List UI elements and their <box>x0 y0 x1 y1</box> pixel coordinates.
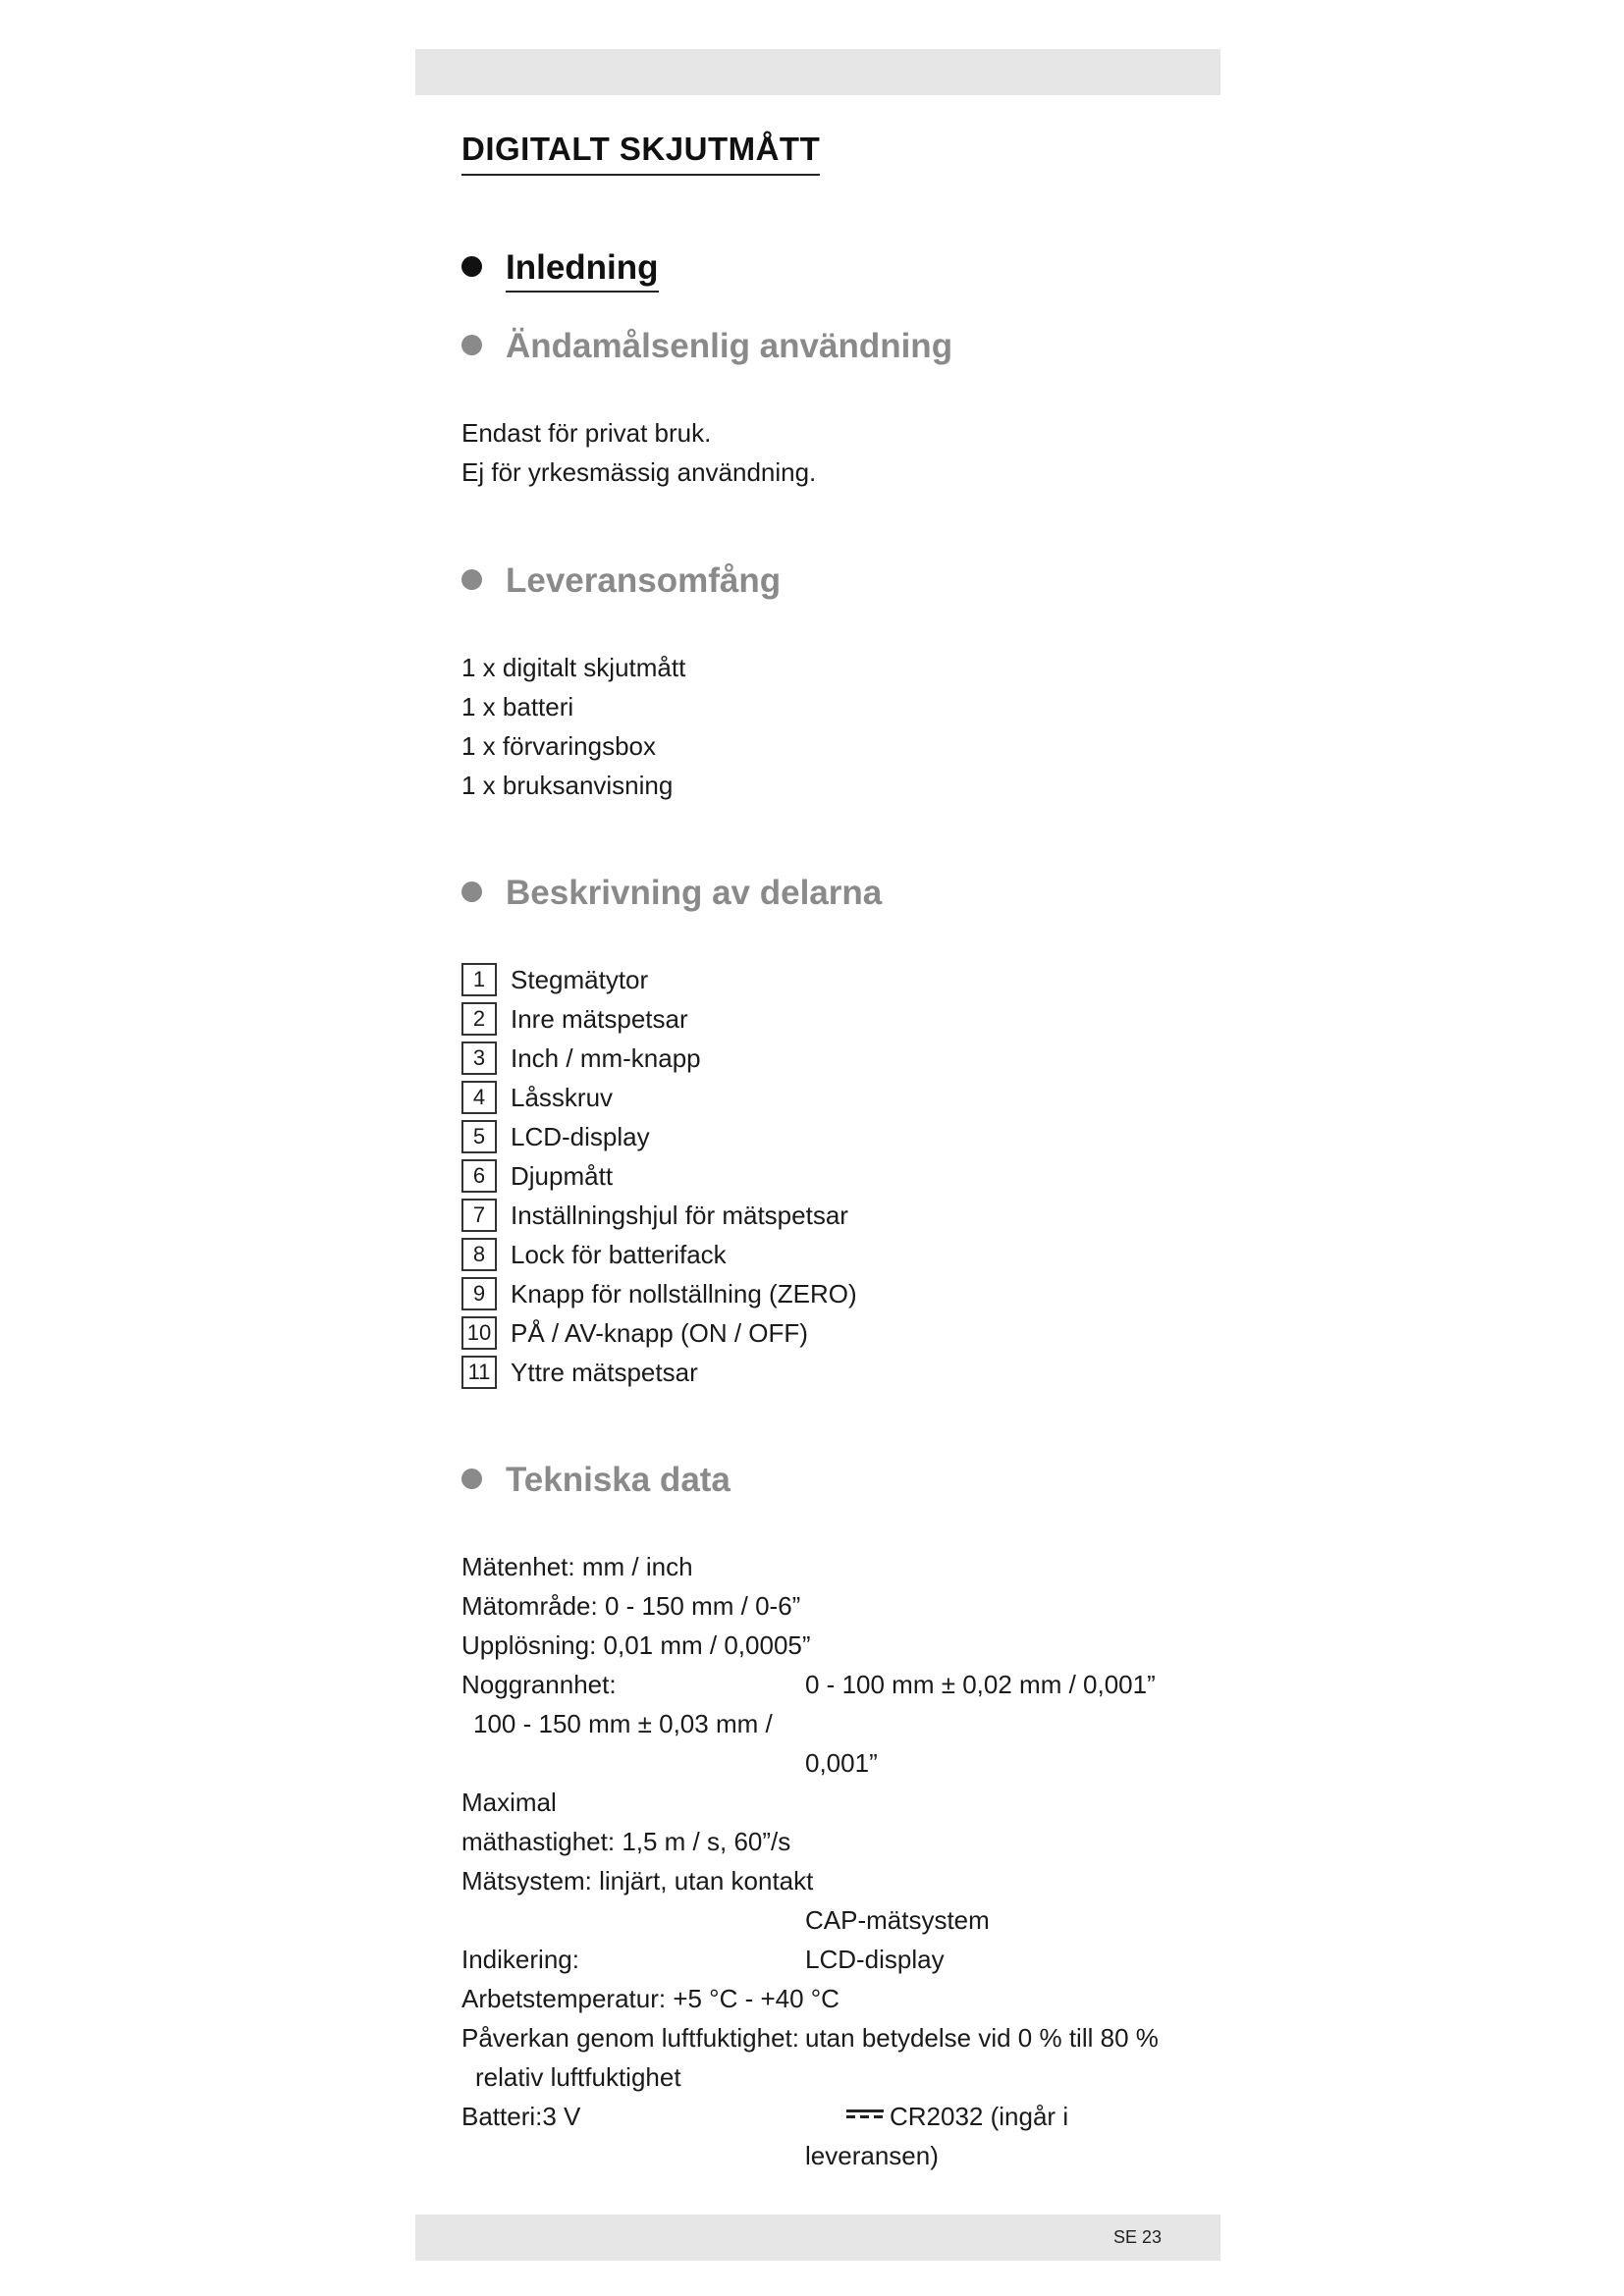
part-item <box>461 1235 857 1274</box>
part-number: 9 <box>461 1277 497 1310</box>
part-label: PÅ / AV-knapp (ON / OFF) <box>511 1317 808 1348</box>
tech-battery-value-wrap <box>846 2097 1068 2136</box>
intended-use-text <box>461 413 816 492</box>
part-item <box>461 999 857 1039</box>
part-label: LCD-display <box>511 1121 650 1151</box>
tech-display <box>461 1940 1208 1979</box>
heading-parts: Beskrivning av delarna <box>461 874 882 913</box>
heading-tech: Tekniska data <box>461 1461 731 1500</box>
heading-intro: Inledning <box>461 248 659 288</box>
part-label: Inre mätspetsar <box>511 1003 688 1034</box>
dc-current-icon <box>846 2109 884 2119</box>
part-item <box>461 1313 857 1353</box>
part-number: 7 <box>461 1199 497 1232</box>
tech-system-row2 <box>461 1900 1208 1940</box>
list-item: 1 x förvaringsbox <box>461 731 656 761</box>
heading-scope: Leveransomfång <box>461 561 781 601</box>
part-number: 8 <box>461 1238 497 1271</box>
header-bar <box>415 49 1220 95</box>
part-number: 2 <box>461 1002 497 1036</box>
part-label: Låsskruv <box>511 1082 614 1112</box>
tech-battery-row2 <box>461 2136 1208 2175</box>
part-number: 1 <box>461 963 497 996</box>
tech-accuracy-line2: 100 - 150 mm ± 0,03 mm / <box>473 1709 773 1738</box>
tech-display-label: Indikering: <box>461 1945 579 1974</box>
list-item: 1 x digitalt skjutmått <box>461 653 686 682</box>
parts-list <box>461 960 857 1392</box>
tech-accuracy-value: 0 - 100 mm ± 0,02 mm / 0,001” <box>805 1670 1156 1699</box>
tech-resolution: Upplösning: 0,01 mm / 0,0005” <box>461 1630 811 1660</box>
tech-humidity-label: Påverkan genom luftfuktighet: <box>461 2023 799 2053</box>
tech-humidity-line2: relativ luftfuktighet <box>475 2062 681 2092</box>
tech-accuracy-row3 <box>461 1743 1208 1783</box>
part-number: 3 <box>461 1041 497 1075</box>
part-number: 10 <box>461 1316 497 1350</box>
bullet-icon <box>461 881 482 902</box>
part-label: Knapp för nollställning (ZERO) <box>511 1278 857 1308</box>
part-item <box>461 1274 857 1313</box>
part-label: Yttre mätspetsar <box>511 1357 698 1387</box>
tech-battery <box>461 2097 1208 2136</box>
bullet-icon <box>461 256 482 277</box>
tech-accuracy <box>461 1665 1208 1704</box>
tech-range: Mätområde: 0 - 150 mm / 0-6” <box>461 1591 801 1621</box>
part-label: Stegmätytor <box>511 964 649 994</box>
list-item: 1 x batteri <box>461 692 574 721</box>
tech-battery-value: CR2032 (ingår i <box>890 2102 1069 2131</box>
part-item <box>461 1078 857 1117</box>
part-item <box>461 1353 857 1392</box>
bullet-icon <box>461 335 482 355</box>
tech-humidity <box>461 2018 1208 2057</box>
intended-use-line: Ej för yrkesmässig användning. <box>461 457 817 487</box>
intended-use-line: Endast för privat bruk. <box>461 418 712 448</box>
part-number: 4 <box>461 1081 497 1114</box>
scope-list <box>461 648 685 805</box>
part-item <box>461 960 857 999</box>
tech-battery-label: Batteri:3 V <box>461 2102 581 2131</box>
tech-data <box>461 1547 1208 2175</box>
part-label: Djupmått <box>511 1160 614 1191</box>
tech-accuracy-label: Noggrannhet: <box>461 1670 617 1699</box>
part-number: 5 <box>461 1120 497 1153</box>
tech-speed-line2: mäthastighet: 1,5 m / s, 60”/s <box>461 1827 791 1856</box>
tech-unit: Mätenhet: mm / inch <box>461 1552 693 1581</box>
part-item <box>461 1117 857 1156</box>
part-number: 6 <box>461 1159 497 1193</box>
footer-bar <box>415 2215 1220 2261</box>
tech-accuracy-line3: 0,001” <box>805 1748 878 1778</box>
bullet-icon <box>461 1468 482 1489</box>
page-number: SE 23 <box>1112 2227 1162 2247</box>
tech-system-line1: Mätsystem: linjärt, utan kontakt <box>461 1866 814 1896</box>
tech-battery-line2: leveransen) <box>805 2141 939 2170</box>
part-item <box>461 1156 857 1196</box>
tech-system-line2: CAP-mätsystem <box>805 1905 990 1935</box>
tech-temp: Arbetstemperatur: +5 °C - +40 °C <box>461 1984 839 2013</box>
part-item <box>461 1196 857 1235</box>
part-label: Inställningshjul för mätspetsar <box>511 1200 848 1230</box>
part-item <box>461 1039 857 1078</box>
heading-intended-use: Ändamålsenlig användning <box>461 327 952 366</box>
tech-humidity-value: utan betydelse vid 0 % till 80 % <box>805 2023 1159 2053</box>
list-item: 1 x bruksanvisning <box>461 771 674 800</box>
part-label: Inch / mm-knapp <box>511 1042 701 1073</box>
part-label: Lock för batterifack <box>511 1239 727 1269</box>
bullet-icon <box>461 569 482 590</box>
tech-speed-line1: Maximal <box>461 1788 557 1817</box>
part-number: 11 <box>461 1356 497 1389</box>
document-title: DIGITALT SKJUTMÅTT <box>461 131 820 176</box>
tech-display-value: LCD-display <box>805 1945 945 1974</box>
